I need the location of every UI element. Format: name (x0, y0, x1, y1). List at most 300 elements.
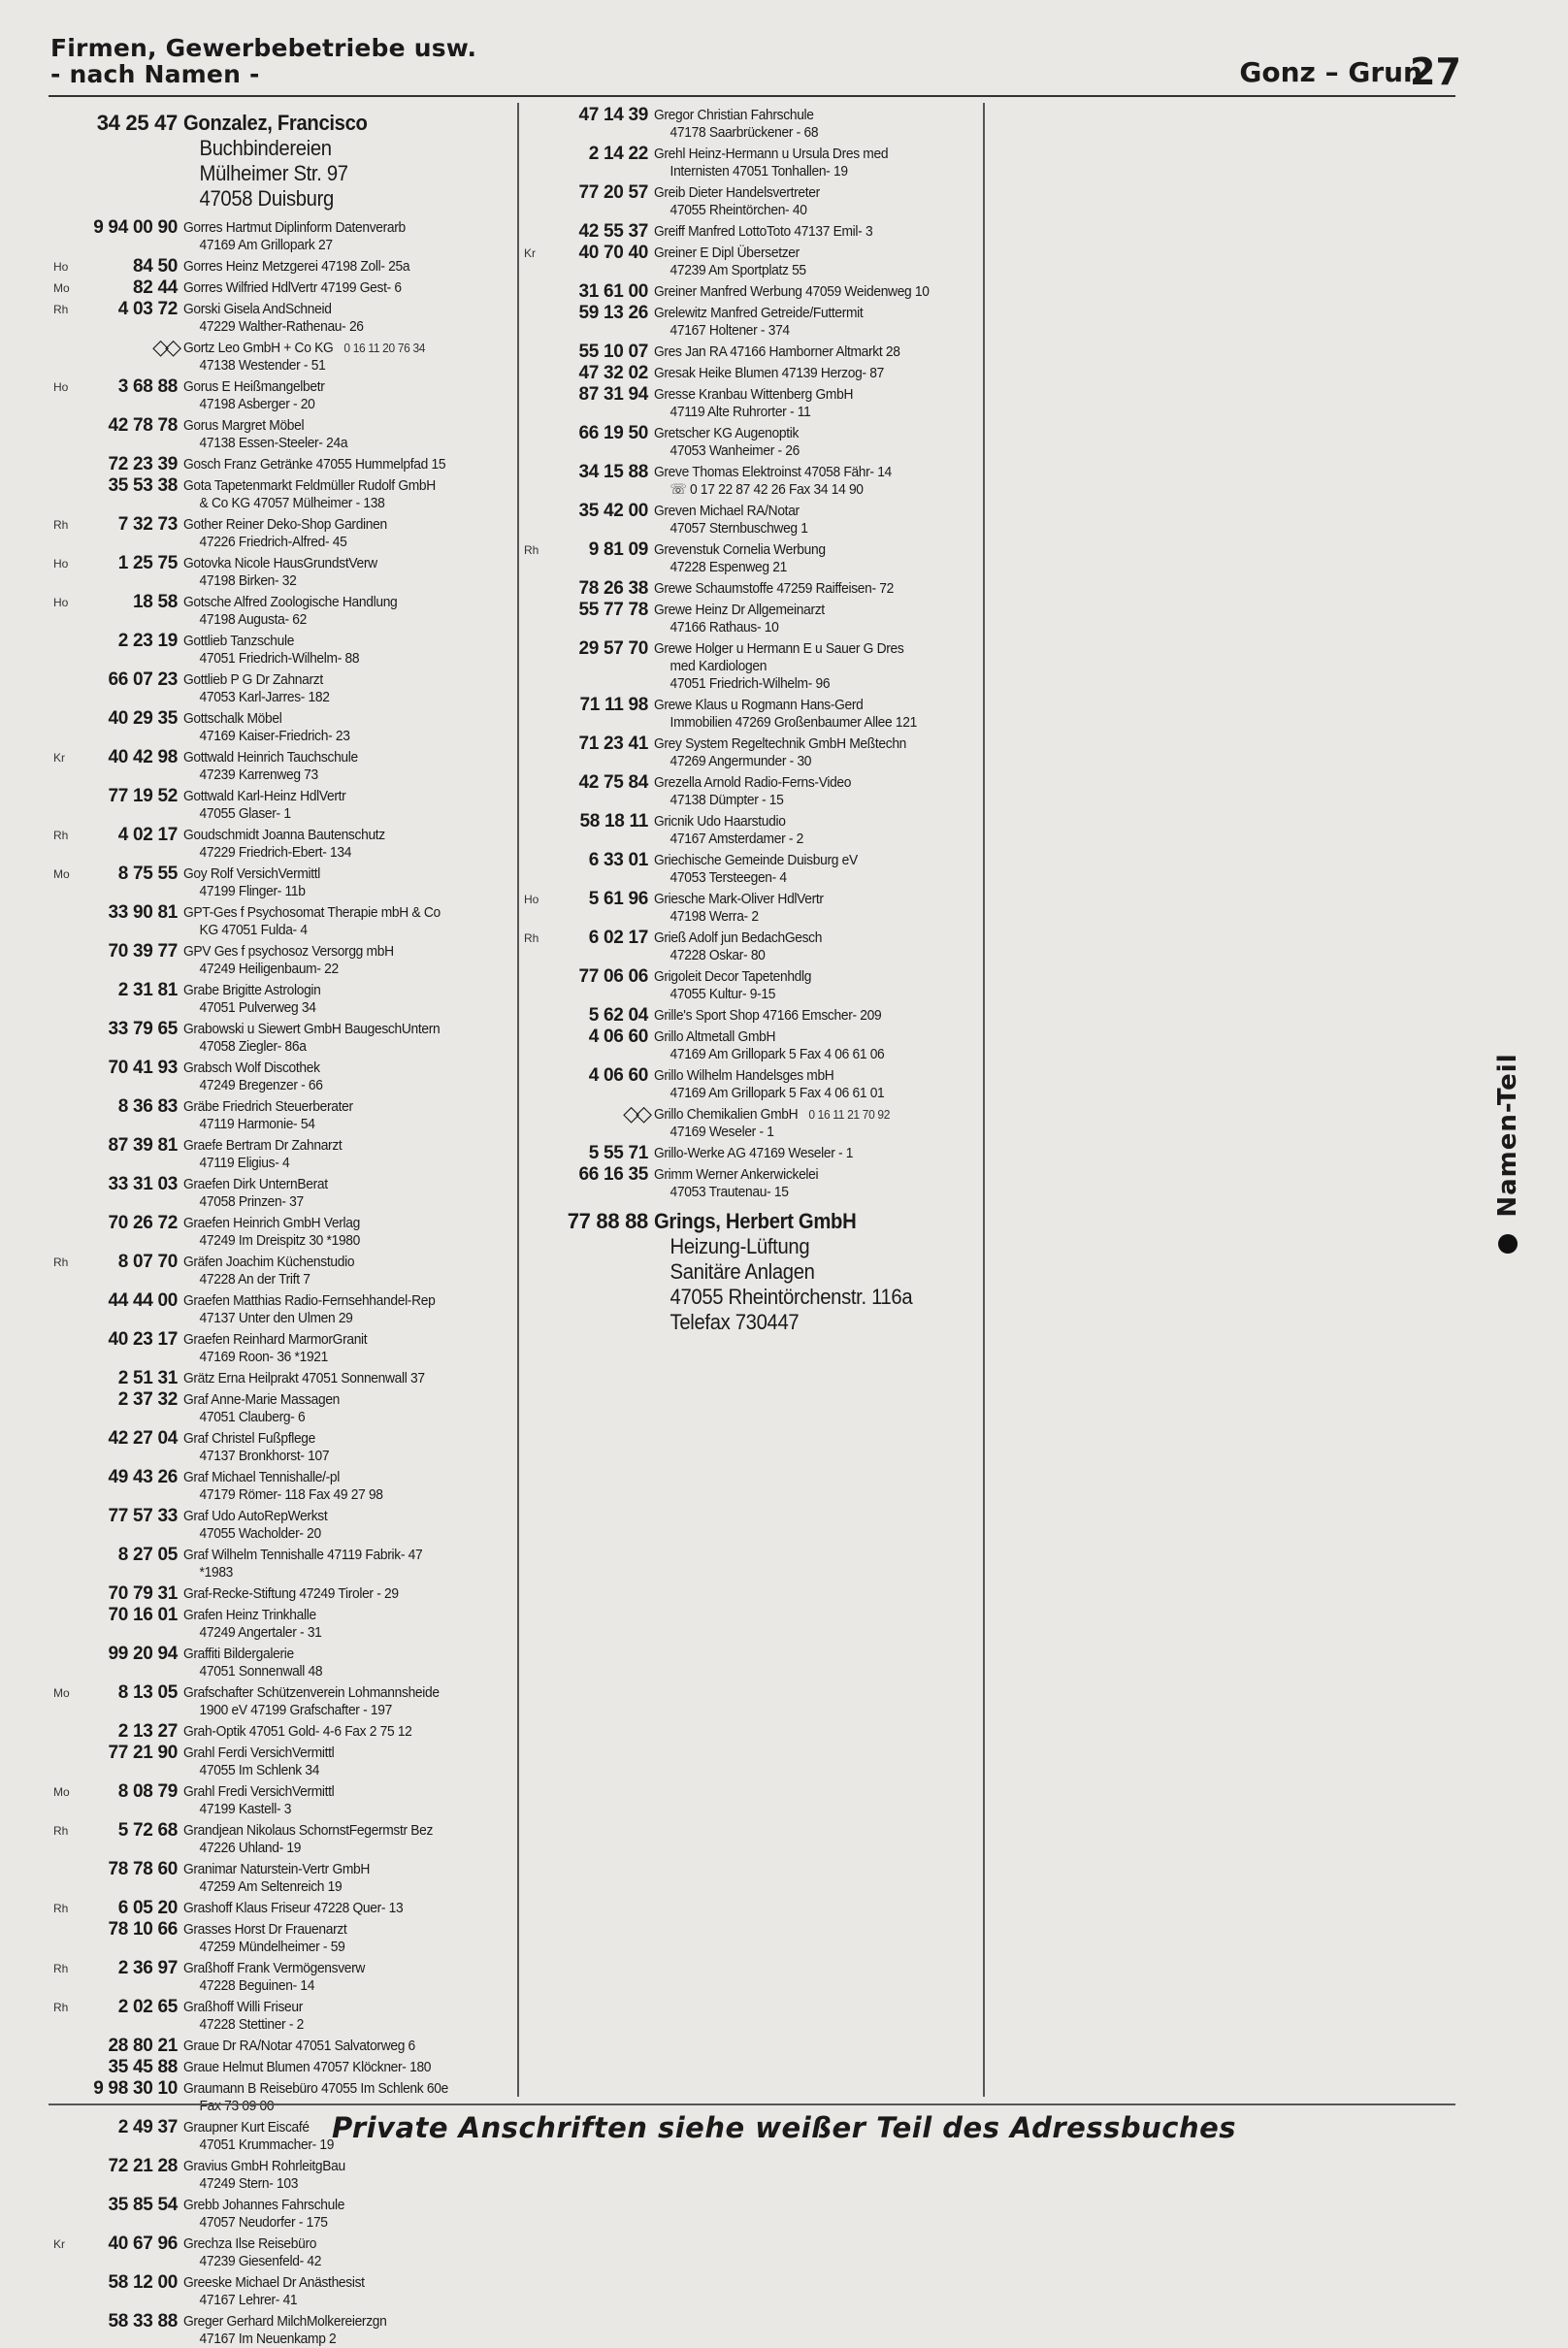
listing-detail: 47239 Karrenweg 73 (199, 766, 318, 783)
listing-detail: Buchbindereien (199, 136, 332, 160)
listing-entry (53, 1469, 513, 1504)
district-code (53, 456, 79, 473)
listing-detail: KG 47051 Fulda- 4 (199, 922, 308, 938)
listing-name: Griesche Mark-Oliver HdlVertr (654, 891, 824, 907)
district-code (53, 1137, 79, 1172)
district-code (53, 1585, 79, 1603)
district-code (53, 111, 79, 212)
listing-text (654, 1106, 978, 1141)
district-code: Rh (53, 829, 69, 842)
listing-name: Graefen Reinhard MarmorGranit (183, 1331, 368, 1348)
name-range: Gonz – Grun (1239, 56, 1422, 88)
district-code (524, 1007, 549, 1025)
listing-entry (524, 929, 980, 964)
listing-text (654, 184, 978, 219)
listing-entry (524, 697, 980, 732)
listing-name: Graue Dr RA/Notar 47051 Salvatorweg 6 (183, 2038, 415, 2054)
listing-entry (53, 749, 513, 784)
listing-text (654, 1067, 978, 1102)
listing-entry (53, 2059, 513, 2076)
listing-detail: ☏ 0 17 22 87 42 26 Fax 34 14 90 (670, 481, 864, 498)
district-code (524, 580, 549, 598)
listing-name: Gorres Wilfried HdlVertr 47199 Gest- 6 (183, 279, 402, 296)
listing-entry (53, 219, 513, 254)
listing-entry (524, 365, 980, 382)
phone-number: 2 49 37 (117, 2117, 178, 2137)
district-code (53, 1021, 79, 1056)
district-code (53, 788, 79, 823)
listing-text (183, 1391, 511, 1426)
listing-text (183, 710, 511, 745)
listing-text (183, 1331, 511, 1366)
listing-name: Gräbe Friedrich Steuerberater (183, 1098, 353, 1115)
phone-number: 84 50 (132, 256, 178, 277)
listing-text (183, 671, 511, 706)
phone-number: 9 81 09 (588, 539, 648, 560)
listing-entry (53, 1215, 513, 1250)
phone-number: 4 06 60 (588, 1027, 648, 1047)
listing-name: Gravius GmbH RohrleitgBau (183, 2158, 345, 2174)
listing-text (183, 1745, 511, 1779)
listing-name: Graefen Matthias Radio-Fernsehhandel-Rep (183, 1292, 436, 1309)
listing-detail: 47119 Alte Ruhrorter - 11 (670, 404, 811, 420)
listing-name: Gonzalez, Francisco (183, 111, 368, 135)
listing-detail: 47051 Friedrich-Wilhelm- 96 (670, 675, 831, 692)
listing-detail: 47198 Asberger - 20 (199, 396, 315, 412)
phone-number: 9 94 00 90 (93, 217, 178, 238)
phone-number: 47 32 02 (578, 363, 648, 383)
listing-entry (53, 827, 513, 862)
listing-name: Graue Helmut Blumen 47057 Klöckner- 180 (183, 2059, 432, 2075)
listing-text (183, 1215, 511, 1250)
listing-entry (53, 378, 513, 413)
district-code (53, 943, 79, 978)
district-code (524, 464, 549, 499)
listing-text (654, 968, 978, 1003)
listing-detail: 47169 Roon- 36 *1921 (199, 1349, 329, 1365)
district-code (53, 1391, 79, 1426)
listing-name: Grings, Herbert GmbH (654, 1209, 857, 1233)
listing-entry (53, 1331, 513, 1366)
district-code (53, 1331, 79, 1366)
phone-number: 55 77 78 (578, 600, 648, 620)
listing-entry (524, 464, 980, 499)
listing-name: Gotovka Nicole HausGrundstVerw (183, 555, 377, 571)
phone-number: 5 61 96 (588, 889, 648, 909)
listing-text (654, 774, 978, 809)
listing-text (654, 305, 978, 340)
listing-detail: 47057 Sternbuschweg 1 (670, 520, 808, 537)
district-code (53, 1723, 79, 1741)
listing-detail: & Co KG 47057 Mülheimer - 138 (199, 495, 385, 511)
listing-entry (53, 1607, 513, 1642)
phone-number: 70 16 01 (108, 1605, 178, 1625)
listing-entry (53, 2038, 513, 2055)
phone-number: 5 55 71 (588, 1143, 648, 1163)
phone-number: 35 42 00 (578, 501, 648, 521)
listing-text (654, 343, 978, 361)
listing-name: Grechza Ilse Reisebüro (183, 2235, 317, 2252)
listing-entry (53, 865, 513, 900)
district-code (53, 982, 79, 1017)
listing-entry (524, 245, 980, 279)
listing-detail: 47138 Dümpter - 15 (670, 792, 784, 808)
listing-name: Graefen Dirk UnternBerat (183, 1176, 328, 1192)
listing-text (654, 602, 978, 636)
listing-name: Grewe Klaus u Rogmann Hans-Gerd (654, 697, 864, 713)
phone-number: 4 06 60 (588, 1065, 648, 1086)
district-code (524, 1145, 549, 1162)
listing-entry (53, 1508, 513, 1543)
listing-detail: med Kardiologen (670, 658, 768, 674)
phone-number: 2 13 27 (117, 1721, 178, 1742)
listing-entry (524, 305, 980, 340)
district-code (524, 813, 549, 848)
listing-name: Grafschafter Schützenverein Lohmannsheide (183, 1684, 440, 1701)
listing-detail: 47259 Am Seltenreich 19 (199, 1878, 343, 1895)
listing-entry (53, 1391, 513, 1426)
district-code (524, 735, 549, 770)
listing-text (183, 1861, 511, 1896)
listing-entry (53, 1370, 513, 1387)
listing-text (183, 1999, 511, 2034)
phone-number: 33 31 03 (108, 1174, 178, 1194)
phone-number: 4 02 17 (117, 825, 178, 845)
listing-entry (53, 2158, 513, 2193)
listing-detail: Internisten 47051 Tonhallen- 19 (670, 163, 848, 179)
listing-entry (53, 671, 513, 706)
listing-entry (524, 283, 980, 301)
district-code (524, 107, 549, 142)
phone-number: 71 11 98 (579, 695, 648, 715)
listing-text (183, 1370, 511, 1387)
listing-entry (53, 1900, 513, 1917)
listing-detail: 47137 Bronkhorst- 107 (199, 1448, 330, 1464)
listing-name: Gresak Heike Blumen 47139 Herzog- 87 (654, 365, 884, 381)
listing-detail: 47239 Giesenfeld- 42 (199, 2253, 322, 2269)
listing-name: Grezella Arnold Radio-Ferns-Video (654, 774, 852, 791)
listing-name: Graefe Bertram Dr Zahnarzt (183, 1137, 343, 1154)
phone-number: 66 16 35 (578, 1164, 648, 1185)
listing-detail: 47051 Friedrich-Wilhelm- 88 (199, 650, 360, 667)
phone-number: 18 58 (132, 592, 178, 612)
district-code (53, 710, 79, 745)
listing-detail: 47167 Amsterdamer - 2 (670, 831, 804, 847)
phone-number: 66 07 23 (108, 669, 178, 690)
listing-entry (524, 1166, 980, 1201)
district-code: Ho (53, 260, 69, 274)
listing-text (183, 378, 511, 413)
listing-text (654, 223, 978, 241)
phone-number: 70 26 72 (108, 1213, 178, 1233)
display-listing (53, 111, 513, 212)
listing-entry (53, 2313, 513, 2348)
phone-number: 40 70 40 (578, 243, 648, 263)
phone-number: 78 10 66 (108, 1919, 178, 1940)
side-tab-label: Namen-Teil (1493, 1053, 1522, 1218)
listing-text (654, 929, 978, 964)
listing-entry (53, 1060, 513, 1094)
district-code (524, 283, 549, 301)
listing-entry (53, 943, 513, 978)
district-code (524, 386, 549, 421)
directory-column-1 (53, 103, 513, 2347)
listing-text (183, 1921, 511, 1956)
phone-number: 2 31 81 (117, 980, 178, 1000)
district-code: Mo (53, 1785, 70, 1799)
phone-number: 35 85 54 (108, 2195, 178, 2215)
listing-text (183, 1607, 511, 1642)
listing-entry (524, 1028, 980, 1063)
listing-name: Graffiti Bildergalerie (183, 1646, 294, 1662)
listing-detail: *1983 (199, 1564, 234, 1581)
listing-name: Grätz Erna Heilprakt 47051 Sonnenwall 37 (183, 1370, 425, 1386)
district-code (524, 640, 549, 693)
district-code: Kr (53, 2237, 65, 2251)
listing-name: Gother Reiner Deko-Shop Gardinen (183, 516, 387, 533)
listing-detail: 47053 Karl-Jarres- 182 (199, 689, 330, 705)
listing-detail: 47055 Rheintörchen- 40 (670, 202, 807, 218)
phone-number: 8 27 05 (117, 1545, 178, 1565)
listing-entry (53, 477, 513, 512)
listing-text (654, 541, 978, 576)
phone-number: 47 14 39 (578, 105, 648, 125)
listing-detail: 47169 Am Grillopark 5 Fax 4 06 61 06 (670, 1046, 885, 1062)
listing-detail: Immobilien 47269 Großenbaumer Allee 121 (670, 714, 917, 731)
listing-name: Grelewitz Manfred Getreide/Futtermit (654, 305, 864, 321)
listing-text (183, 1430, 511, 1465)
listing-detail: 47169 Am Grillopark 27 (199, 237, 333, 253)
listing-entry (524, 813, 980, 848)
listing-entry (53, 1137, 513, 1172)
listing-text (183, 2274, 511, 2309)
listing-name: Grehl Heinz-Hermann u Ursula Dres med (654, 146, 889, 162)
listing-detail: 47051 Krummacher- 19 (199, 2136, 335, 2153)
listing-entry (53, 1861, 513, 1896)
listing-text (183, 788, 511, 823)
listing-name: Gottwald Heinrich Tauchschule (183, 749, 358, 766)
phone-number: 40 42 98 (108, 747, 178, 767)
listing-entry (524, 541, 980, 576)
listing-text (183, 555, 511, 590)
phone-number: 58 33 88 (108, 2311, 178, 2332)
listing-entry (524, 223, 980, 241)
district-code: Rh (53, 1902, 69, 1915)
district-code (524, 425, 549, 460)
district-code (53, 1370, 79, 1387)
bullet-icon (1498, 1234, 1518, 1254)
listing-text (183, 279, 511, 297)
district-code (53, 477, 79, 512)
listing-text (654, 1166, 978, 1201)
phone-number: 49 43 26 (108, 1467, 178, 1487)
district-code: Ho (53, 596, 69, 609)
listing-text (654, 146, 978, 180)
listing-text (654, 640, 978, 693)
district-code: Ho (53, 557, 69, 571)
listing-name: Grahl Ferdi VersichVermittl (183, 1745, 335, 1761)
listing-detail: 47249 Stern- 103 (199, 2175, 299, 2192)
listing-name: Griechische Gemeinde Duisburg eV (654, 852, 858, 868)
district-code (53, 1292, 79, 1327)
listing-detail: Fax 73 09 00 (199, 2098, 275, 2114)
phone-number: 70 79 31 (108, 1583, 178, 1604)
district-code (524, 1067, 549, 1102)
listing-text (183, 2313, 511, 2348)
district-code (53, 1469, 79, 1504)
district-code: Rh (53, 1256, 69, 1269)
listing-name: Grashoff Klaus Friseur 47228 Quer- 13 (183, 1900, 404, 1916)
listing-entry (524, 640, 980, 693)
directory-column-2 (524, 103, 980, 2097)
district-code: Mo (53, 1686, 70, 1700)
phone-number: 77 20 57 (578, 182, 648, 203)
listing-name: Granimar Naturstein-Vertr GmbH (183, 1861, 371, 1877)
listing-text (183, 2059, 511, 2076)
listing-detail: 47051 Clauberg- 6 (199, 1409, 306, 1425)
phone-number: 44 44 00 (108, 1290, 178, 1311)
phone-number: 77 57 33 (108, 1506, 178, 1526)
phone-number: 2 14 22 (588, 144, 648, 164)
listing-entry (53, 301, 513, 336)
listing-detail: 47167 Holtener - 374 (670, 322, 790, 339)
district-code (53, 1215, 79, 1250)
district-code: Kr (524, 246, 536, 260)
district-code (524, 852, 549, 887)
listing-name: Gorres Heinz Metzgerei 47198 Zoll- 25a (183, 258, 410, 275)
section-title: Firmen, Gewerbebetriebe usw. (50, 34, 477, 62)
listing-entry (53, 710, 513, 745)
listing-detail: 47138 Westender - 51 (199, 357, 326, 374)
phone-number: 99 20 94 (108, 1644, 178, 1664)
district-code (524, 968, 549, 1003)
listing-name: Graf Wilhelm Tennishalle 47119 Fabrik- 47 (183, 1547, 423, 1563)
district-code (53, 1430, 79, 1465)
listing-text (654, 852, 978, 887)
listing-name: Graf Michael Tennishalle/-pl (183, 1469, 341, 1485)
listing-name: Gota Tapetenmarkt Feldmüller Rudolf GmbH (183, 477, 436, 494)
listing-name: Gorus E Heißmangelbetr (183, 378, 325, 395)
listing-text (183, 1822, 511, 1857)
listing-detail: 1900 eV 47199 Grafschafter - 197 (199, 1702, 392, 1718)
listing-name: Grey System Regeltechnik GmbH Meßtechn (654, 735, 907, 752)
phone-number: 35 45 88 (108, 2057, 178, 2077)
listing-name: Grahl Fredi VersichVermittl (183, 1783, 335, 1800)
listing-detail: 47249 Angertaler - 31 (199, 1624, 322, 1641)
phone-number: 3 68 88 (117, 376, 178, 397)
listing-entry (524, 735, 980, 770)
listing-name: Gorres Hartmut Diplinform Datenverarb (183, 219, 406, 236)
district-code (53, 1861, 79, 1896)
listing-text (654, 1028, 978, 1063)
listing-text (654, 891, 978, 926)
listing-name: Grabe Brigitte Astrologin (183, 982, 321, 998)
listing-detail: 47055 Rheintörchenstr. 116a (670, 1285, 913, 1309)
listing-entry (524, 774, 980, 809)
phone-number: 8 13 05 (117, 1682, 178, 1703)
listing-text (183, 301, 511, 336)
listing-entry (53, 2274, 513, 2309)
phone-number: 77 06 06 (578, 966, 648, 987)
phone-number: 55 10 07 (578, 342, 648, 362)
district-code (53, 1607, 79, 1642)
listing-entry (524, 107, 980, 142)
phone-number: 28 80 21 (108, 2036, 178, 2056)
listing-detail: 47055 Im Schlenk 34 (199, 1762, 320, 1778)
listing-name: Grewe Holger u Hermann E u Sauer G Dres (654, 640, 904, 657)
listing-text (654, 1145, 978, 1162)
phone-number: 77 19 52 (108, 786, 178, 806)
phone-number: 78 26 38 (578, 578, 648, 599)
listing-name: Goy Rolf VersichVermittl (183, 865, 321, 882)
listing-entry (53, 904, 513, 939)
listing-entry (524, 1007, 980, 1025)
district-code (524, 305, 549, 340)
listing-detail: 47179 Römer- 118 Fax 49 27 98 (199, 1486, 383, 1503)
listing-text (654, 1209, 978, 1335)
district-code (53, 1547, 79, 1582)
listing-detail: 47138 Essen-Steeler- 24a (199, 435, 348, 451)
listing-text (654, 503, 978, 538)
listing-entry (53, 1921, 513, 1956)
listing-detail: 47249 Bregenzer - 66 (199, 1077, 323, 1093)
phone-number: 2 36 97 (117, 1958, 178, 1978)
listing-detail: 47228 Stettiner - 2 (199, 2016, 304, 2033)
listing-detail: 47058 Ziegler- 86a (199, 1038, 307, 1055)
phone-number: 31 61 00 (578, 281, 648, 302)
district-code (53, 1745, 79, 1779)
listing-text (183, 633, 511, 668)
listing-detail: 47058 Duisburg (199, 186, 334, 211)
district-code: Rh (524, 931, 539, 945)
listing-name: Grewe Heinz Dr Allgemeinarzt (654, 602, 825, 618)
listing-text (183, 1098, 511, 1133)
listing-detail: 47198 Birken- 32 (199, 572, 297, 589)
listing-entry (524, 968, 980, 1003)
listing-detail: 47249 Heiligenbaum- 22 (199, 961, 339, 977)
listing-text (654, 464, 978, 499)
listing-text (183, 477, 511, 512)
company-logo-icon: ◇◇ (623, 1102, 648, 1126)
phone-number: 66 19 50 (578, 423, 648, 443)
listing-name: Grewe Schaumstoffe 47259 Raiffeisen- 72 (654, 580, 894, 597)
listing-name: Grabowski u Siewert GmbH BaugeschUntern (183, 1021, 441, 1037)
listing-text (183, 2197, 511, 2232)
district-code: Kr (53, 751, 65, 765)
listing-text (654, 365, 978, 382)
listing-name: GPT-Ges f Psychosomat Therapie mbH & Co (183, 904, 441, 921)
phone-number: 77 21 90 (108, 1743, 178, 1763)
phone-number: 72 21 28 (108, 2156, 178, 2176)
listing-name: Graumann B Reisebüro 47055 Im Schlenk 60e (183, 2080, 448, 2097)
listing-entry (53, 1585, 513, 1603)
district-code: Mo (53, 867, 70, 881)
listing-detail: 47228 Beguinen- 14 (199, 1977, 315, 1994)
listing-text (183, 1684, 511, 1719)
listing-name: Gotsche Alfred Zoologische Handlung (183, 594, 398, 610)
listing-entry (53, 279, 513, 297)
listing-detail: Telefax 730447 (670, 1310, 800, 1334)
listing-detail: 47055 Kultur- 9-15 (670, 986, 776, 1002)
listing-text (183, 1646, 511, 1680)
listing-detail: 47119 Harmonie- 54 (199, 1116, 315, 1132)
listing-text (183, 827, 511, 862)
page-header (0, 0, 1568, 107)
phone-number: 7 32 73 (117, 514, 178, 535)
listing-text (183, 943, 511, 978)
listing-text (654, 386, 978, 421)
listing-detail: 47053 Wanheimer - 26 (670, 442, 800, 459)
